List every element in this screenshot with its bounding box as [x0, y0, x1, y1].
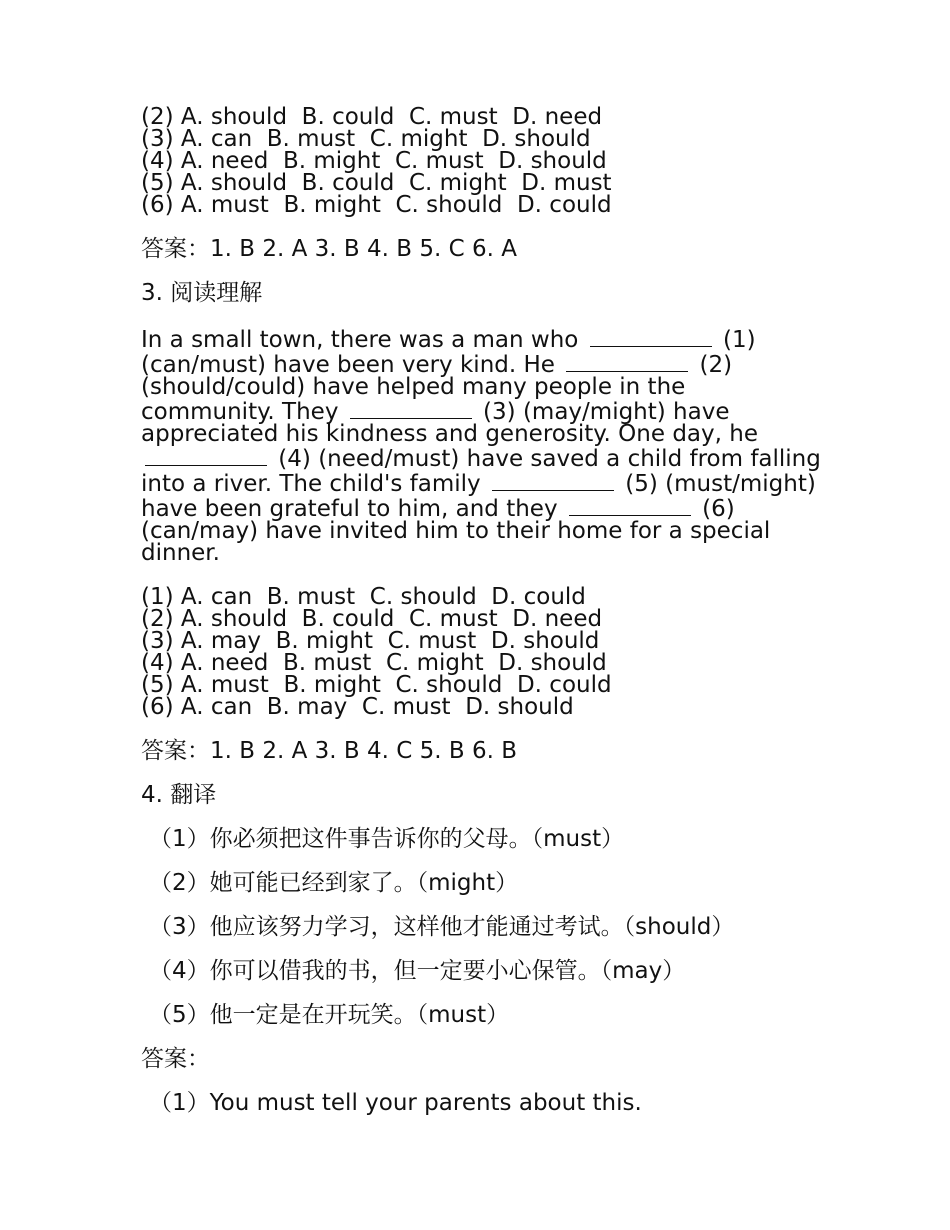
section3-options	[141, 586, 821, 718]
passage-text: (2) (should/could) have helped many people in the community. They	[141, 352, 733, 425]
section2-answer: 答案：1. B 2. A 3. B 4. B 5. C 6. A	[141, 236, 517, 262]
option-line: (2) A. should B. could C. must D. need	[141, 606, 603, 632]
section4-title: 4. 翻译	[141, 782, 217, 808]
passage-text: (1) (can/must) have been very kind. He	[141, 327, 756, 378]
translation-item: （4）你可以借我的书，但一定要小心保管。（may）	[149, 958, 686, 984]
passage-text: In a small town, there was a man who	[141, 327, 586, 353]
passage-text: (4) (need/must) have saved a child from falling into a river. The child's family	[141, 446, 821, 497]
blank-4	[145, 445, 267, 466]
option-line: (2) A. should B. could C. must D. need	[141, 104, 603, 130]
translation-item: （1）你必须把这件事告诉你的父母。（must）	[149, 826, 625, 852]
blank-5	[492, 470, 614, 491]
passage-text: (3) (may/might) have appreciated his kindness and generosity. One day, he	[141, 399, 758, 447]
option-line: (1) A. can B. must C. should D. could	[141, 584, 586, 610]
section3-title: 3. 阅读理解	[141, 280, 263, 306]
translation-item: （2）她可能已经到家了。（might）	[149, 870, 519, 896]
option-line: (6) A. must B. might C. should D. could	[141, 192, 612, 218]
option-line: (4) A. need B. must C. might D. should	[141, 650, 607, 676]
document-page	[141, 106, 821, 1114]
blank-6	[569, 495, 691, 516]
passage-text: (6) (can/may) have invited him to their home for a special dinner.	[141, 496, 771, 566]
option-line: (4) A. need B. might C. must D. should	[141, 148, 607, 174]
option-line: (3) A. may B. might C. must D. should	[141, 628, 600, 654]
reading-passage	[141, 326, 821, 564]
blank-2	[566, 351, 688, 372]
blank-3	[350, 398, 472, 419]
translation-item: （5）他一定是在开玩笑。（must）	[149, 1002, 510, 1028]
option-line: (6) A. can B. may C. must D. should	[141, 694, 574, 720]
translation-answer: （1）You must tell your parents about this.	[149, 1090, 642, 1116]
option-line: (5) A. must B. might C. should D. could	[141, 672, 612, 698]
option-line: (5) A. should B. could C. might D. must	[141, 170, 612, 196]
section4-answer-label: 答案：	[141, 1046, 210, 1072]
blank-1	[590, 326, 712, 347]
option-line: (3) A. can B. must C. might D. should	[141, 126, 591, 152]
translation-item: （3）他应该努力学习，这样他才能通过考试。（should）	[149, 914, 735, 940]
section2-options	[141, 106, 821, 216]
section3-answer: 答案：1. B 2. A 3. B 4. C 5. B 6. B	[141, 738, 517, 764]
passage-text: (5) (must/might) have been grateful to him, and they	[141, 471, 816, 522]
